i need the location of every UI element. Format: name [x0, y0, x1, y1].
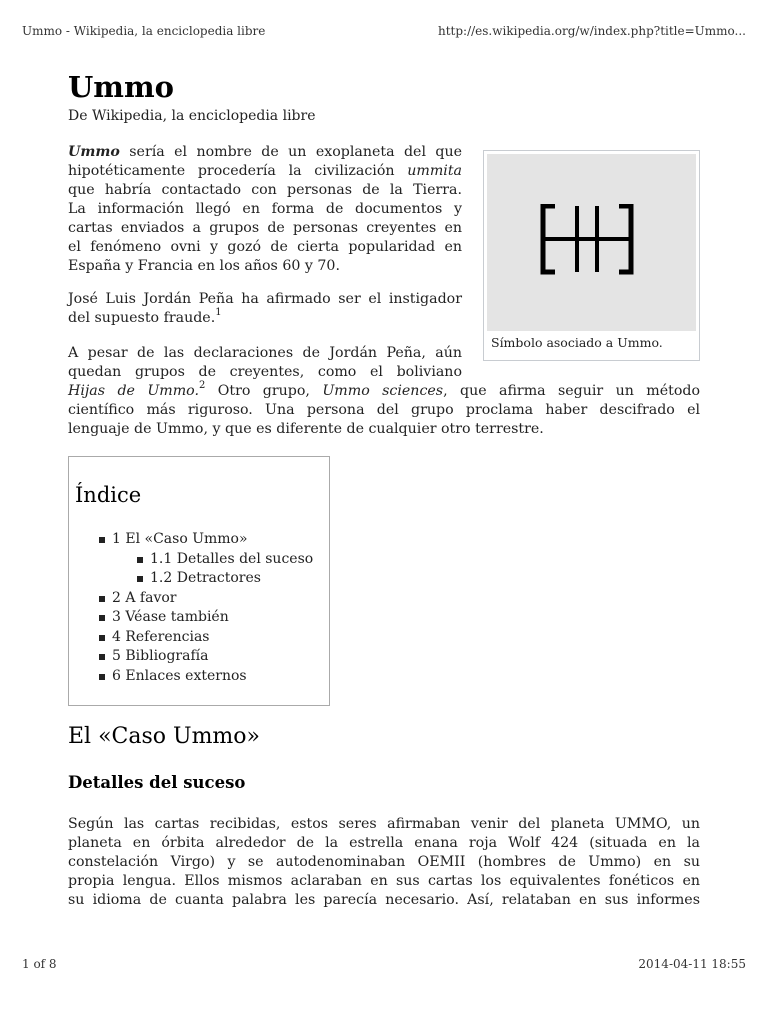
term-ummo: Ummo: [68, 144, 120, 160]
page-tagline: De Wikipedia, la enciclopedia libre: [68, 108, 316, 124]
print-header-url: http://es.wikipedia.org/w/index.php?title=Ummo...: [437, 24, 746, 38]
toc-link[interactable]: 5 Bibliografía: [112, 648, 209, 664]
toc-item[interactable]: [99, 667, 313, 687]
text-line: constelación Virgo) y se autodenominaban OEMII (hombres de Ummo) en su: [68, 854, 700, 870]
toc-item[interactable]: [99, 608, 313, 628]
page-counter: 1 of 8: [22, 957, 57, 971]
term-hijas-de-ummo: Hijas de Ummo.: [68, 383, 199, 399]
reference-link-2[interactable]: 2: [198, 380, 206, 391]
section-paragraph: [68, 815, 700, 910]
toc-link[interactable]: 4 Referencias: [112, 628, 210, 645]
toc-item[interactable]: [99, 628, 313, 648]
toc-item[interactable]: [99, 530, 313, 550]
text-line: Según las cartas recibidas, estos seres afirmaban venir del planeta UMMO, un: [68, 816, 700, 832]
text-line: hipotéticamente procedería la civilización: [68, 163, 408, 179]
toc-link[interactable]: 1 El «Caso Ummo»: [112, 531, 248, 547]
text-line: , que afirma seguir un método: [443, 383, 700, 399]
toc-title: Índice: [75, 483, 142, 507]
print-timestamp: 2014-04-11 18:55: [638, 957, 746, 971]
toc-item[interactable]: [99, 647, 313, 667]
text-line: científico más riguroso. Una persona del grupo proclama haber descifrado el: [68, 402, 700, 418]
text-line: su idioma de cuanta palabra les parecía necesario. Así, relataban en sus informes: [68, 892, 700, 908]
print-header-title: Ummo - Wikipedia, la enciclopedia libre: [22, 24, 266, 38]
toc-item[interactable]: [99, 589, 313, 609]
toc-list: [99, 530, 313, 686]
infobox-thumbnail: [483, 150, 700, 361]
text-line: cartas enviados a grupos de personas creyentes en: [68, 220, 462, 236]
text-line: A pesar de las declaraciones de Jordán Peña, aún: [68, 345, 462, 361]
term-ummo-sciences: Ummo sciences: [322, 383, 444, 399]
text-line: [68, 382, 700, 401]
text-line: Otro grupo,: [205, 383, 323, 399]
reference-link-1[interactable]: 1: [215, 307, 222, 318]
text-line: [68, 162, 462, 181]
text-line: planeta en órbita alrededor de la estrella enana roja Wolf 424 (situada en la: [68, 835, 700, 851]
text-line: [68, 143, 462, 162]
text-line: propia lengua. Ellos mismos aclaraban en sus cartas los equivalentes fonéticos en: [68, 873, 700, 889]
text-line: España y Francia en los años 60 y 70.: [68, 258, 340, 274]
text-line: el fenómeno ovni y gozó de cierta popularidad en: [68, 239, 462, 255]
toc-link[interactable]: 3 Véase también: [112, 609, 229, 625]
print-header: [22, 24, 746, 38]
text-line: del supuesto fraude.: [68, 310, 216, 326]
page-title: Ummo: [68, 70, 175, 104]
toc-link[interactable]: 1.1 Detalles del suceso: [150, 550, 314, 567]
toc-link[interactable]: 1.2 Detractores: [150, 570, 261, 586]
text-line: José Luis Jordán Peña ha afirmado ser el instigador: [68, 291, 462, 307]
section-heading: El «Caso Ummo»: [68, 724, 260, 749]
text-line: sería el nombre de un exoplaneta del que: [119, 144, 462, 160]
table-of-contents: [68, 456, 330, 706]
ummo-symbol-icon: [537, 204, 637, 276]
toc-link[interactable]: 6 Enlaces externos: [112, 667, 247, 684]
infobox-image[interactable]: [487, 154, 696, 331]
toc-item[interactable]: [137, 569, 313, 589]
text-line: quedan grupos de creyentes, como el boliviano: [68, 364, 462, 380]
text-line: lenguaje de Ummo, y que es diferente de cualquier otro terrestre.: [68, 421, 544, 437]
toc-item[interactable]: [137, 550, 313, 570]
text-line: La información llegó en forma de documentos y: [68, 201, 462, 217]
subsection-heading: Detalles del suceso: [68, 773, 246, 792]
infobox-caption: Símbolo asociado a Ummo.: [491, 335, 663, 350]
text-line: [68, 309, 462, 328]
term-ummita: ummita: [407, 163, 462, 179]
print-footer: [22, 957, 746, 971]
toc-link[interactable]: 2 A favor: [112, 589, 177, 606]
text-line: que habría contactado con personas de la Tierra.: [68, 182, 462, 198]
